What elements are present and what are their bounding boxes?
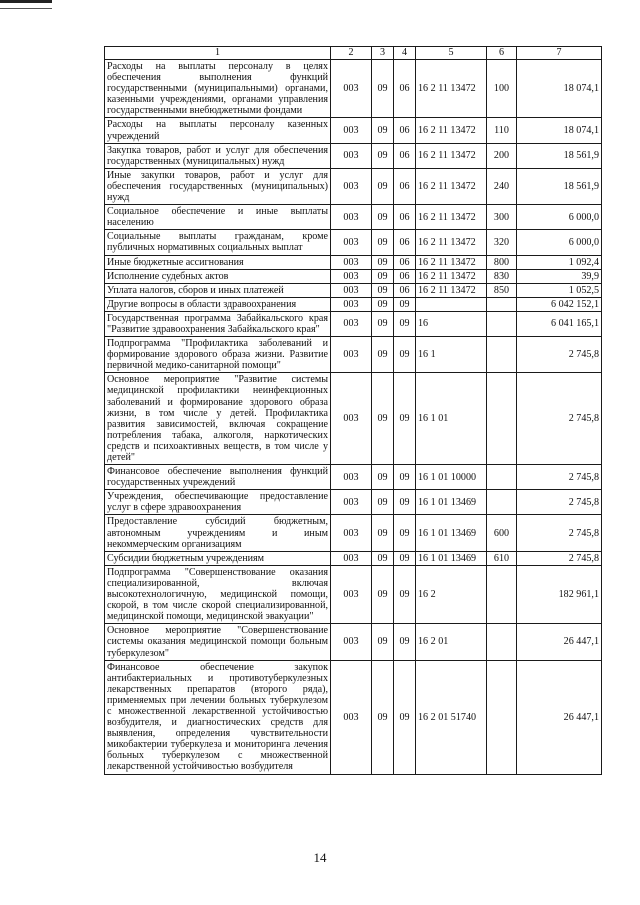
subsection-code-cell: 06 [394,143,416,168]
amount-cell: 18 074,1 [517,60,602,118]
section-code-cell: 09 [372,230,394,255]
target-article-cell [416,297,487,311]
subsection-code-cell: 06 [394,60,416,118]
table-row [105,624,602,660]
section-code-cell: 09 [372,490,394,515]
subsection-code-cell: 06 [394,118,416,143]
target-article-cell: 16 1 01 13469 [416,515,487,551]
subsection-code-cell: 09 [394,311,416,336]
section-code-cell: 09 [372,60,394,118]
expense-name-cell: Подпрограмма "Профилактика заболеваний и формирование здорового образа жизни. Развитие первичной медико-санитарной помощи" [105,337,331,373]
expense-name-cell: Основное мероприятие "Развитие системы медицинской профилактики неинфекционных заболеваний и формирование здорового образа жизни, в том числе у детей. Профилактика развития зависимостей, включая сокращение потребления табака, алкоголя, наркотических средств и психоактивных веществ, в том числе у детей" [105,373,331,465]
subsection-code-cell: 09 [394,465,416,490]
ministry-code-cell: 003 [331,373,372,465]
expense-type-cell [487,465,517,490]
section-code-cell: 09 [372,311,394,336]
ministry-code-cell: 003 [331,118,372,143]
subsection-code-cell: 06 [394,205,416,230]
target-article-cell: 16 2 11 13472 [416,255,487,269]
ministry-code-cell: 003 [331,283,372,297]
column-header: 3 [372,47,394,60]
amount-cell: 26 447,1 [517,624,602,660]
page-number: 14 [313,850,327,865]
expense-name-cell: Иные закупки товаров, работ и услуг для обеспечения государственных (муниципальных) нужд [105,168,331,204]
table-body [105,60,602,775]
expense-type-cell: 320 [487,230,517,255]
expense-type-cell: 800 [487,255,517,269]
amount-cell: 6 000,0 [517,230,602,255]
table-row [105,660,602,774]
ministry-code-cell: 003 [331,624,372,660]
target-article-cell: 16 1 01 [416,373,487,465]
table-row [105,205,602,230]
table-row [105,311,602,336]
expense-type-cell: 240 [487,168,517,204]
table-row [105,337,602,373]
table-row [105,230,602,255]
section-code-cell: 09 [372,337,394,373]
expense-type-cell: 600 [487,515,517,551]
table-row [105,168,602,204]
ministry-code-cell: 003 [331,60,372,118]
expense-name-cell: Предоставление субсидий бюджетным, автономным учреждениям и иным некоммерческим организациям [105,515,331,551]
expense-type-cell: 830 [487,269,517,283]
column-header: 2 [331,47,372,60]
expense-type-cell [487,565,517,623]
column-header: 1 [105,47,331,60]
target-article-cell: 16 1 01 13469 [416,490,487,515]
expense-type-cell: 200 [487,143,517,168]
expense-type-cell [487,490,517,515]
table-row [105,565,602,623]
section-code-cell: 09 [372,255,394,269]
expense-name-cell: Учреждения, обеспечивающие предоставление услуг в сфере здравоохранения [105,490,331,515]
subsection-code-cell: 09 [394,551,416,565]
column-header: 7 [517,47,602,60]
expense-type-cell [487,373,517,465]
expense-name-cell: Государственная программа Забайкальского края "Развитие здравоохранения Забайкальского края" [105,311,331,336]
expense-name-cell: Основное мероприятие "Совершенствование системы оказания медицинской помощи больным туберкулезом" [105,624,331,660]
section-code-cell: 09 [372,515,394,551]
amount-cell: 2 745,8 [517,490,602,515]
subsection-code-cell: 09 [394,565,416,623]
amount-cell: 18 074,1 [517,118,602,143]
amount-cell: 2 745,8 [517,515,602,551]
target-article-cell: 16 2 01 51740 [416,660,487,774]
target-article-cell: 16 2 11 13472 [416,168,487,204]
target-article-cell: 16 1 01 13469 [416,551,487,565]
amount-cell: 2 745,8 [517,465,602,490]
table-header-row [105,47,602,60]
amount-cell: 6 041 165,1 [517,311,602,336]
column-header: 5 [416,47,487,60]
target-article-cell: 16 2 11 13472 [416,230,487,255]
expense-name-cell: Исполнение судебных актов [105,269,331,283]
subsection-code-cell: 09 [394,337,416,373]
target-article-cell: 16 2 [416,565,487,623]
expense-name-cell: Субсидии бюджетным учреждениям [105,551,331,565]
section-code-cell: 09 [372,551,394,565]
table-row [105,255,602,269]
expense-type-cell [487,297,517,311]
subsection-code-cell: 06 [394,255,416,269]
section-code-cell: 09 [372,624,394,660]
subsection-code-cell: 09 [394,624,416,660]
section-code-cell: 09 [372,660,394,774]
subsection-code-cell: 09 [394,373,416,465]
table-row [105,297,602,311]
expense-name-cell: Социальные выплаты гражданам, кроме публичных нормативных социальных выплат [105,230,331,255]
expense-type-cell: 850 [487,283,517,297]
section-code-cell: 09 [372,269,394,283]
expense-type-cell [487,311,517,336]
expense-name-cell: Уплата налогов, сборов и иных платежей [105,283,331,297]
target-article-cell: 16 1 [416,337,487,373]
target-article-cell: 16 2 11 13472 [416,269,487,283]
amount-cell: 18 561,9 [517,143,602,168]
ministry-code-cell: 003 [331,255,372,269]
ministry-code-cell: 003 [331,565,372,623]
amount-cell: 182 961,1 [517,565,602,623]
table-row [105,118,602,143]
expense-name-cell: Финансовое обеспечение закупок антибактериальных и противотуберкулезных лекарственных препаратов (второго ряда), применяемых при лечении больных туберкулезом с множественной лекарственной устойчивостью возбудителя, и диагностических средств для выявления, определения чувствительности микобактерии туберкулеза и мониторинга лечения больных туберкулезом с множественной лекарственной устойчивостью возбудителя [105,660,331,774]
budget-table [104,46,602,775]
table-row [105,373,602,465]
amount-cell: 2 745,8 [517,373,602,465]
target-article-cell: 16 2 01 [416,624,487,660]
ministry-code-cell: 003 [331,205,372,230]
expense-name-cell: Социальное обеспечение и иные выплаты населению [105,205,331,230]
page-top-bar [0,0,52,3]
section-code-cell: 09 [372,465,394,490]
amount-cell: 2 745,8 [517,551,602,565]
ministry-code-cell: 003 [331,660,372,774]
target-article-cell: 16 2 11 13472 [416,60,487,118]
amount-cell: 39,9 [517,269,602,283]
section-code-cell: 09 [372,118,394,143]
expense-type-cell [487,660,517,774]
ministry-code-cell: 003 [331,230,372,255]
subsection-code-cell: 09 [394,515,416,551]
table-row [105,269,602,283]
target-article-cell: 16 2 11 13472 [416,205,487,230]
section-code-cell: 09 [372,373,394,465]
table-row [105,143,602,168]
ministry-code-cell: 003 [331,551,372,565]
expense-type-cell: 610 [487,551,517,565]
ministry-code-cell: 003 [331,143,372,168]
amount-cell: 18 561,9 [517,168,602,204]
expense-name-cell: Расходы на выплаты персоналу казенных учреждений [105,118,331,143]
table-row [105,283,602,297]
subsection-code-cell: 09 [394,660,416,774]
table-row [105,551,602,565]
subsection-code-cell: 09 [394,297,416,311]
ministry-code-cell: 003 [331,168,372,204]
expense-name-cell: Расходы на выплаты персоналу в целях обеспечения выполнения функций государственными (муниципальными) органами, казенными учреждениями, органами управления государственными внебюджетными фондами [105,60,331,118]
expense-type-cell [487,624,517,660]
subsection-code-cell: 06 [394,283,416,297]
subsection-code-cell: 06 [394,230,416,255]
subsection-code-cell: 06 [394,168,416,204]
ministry-code-cell: 003 [331,465,372,490]
target-article-cell: 16 2 11 13472 [416,118,487,143]
ministry-code-cell: 003 [331,269,372,283]
ministry-code-cell: 003 [331,490,372,515]
expense-type-cell: 300 [487,205,517,230]
amount-cell: 1 092,4 [517,255,602,269]
ministry-code-cell: 003 [331,311,372,336]
section-code-cell: 09 [372,565,394,623]
section-code-cell: 09 [372,205,394,230]
section-code-cell: 09 [372,143,394,168]
table-row [105,515,602,551]
table-row [105,465,602,490]
expense-name-cell: Другие вопросы в области здравоохранения [105,297,331,311]
section-code-cell: 09 [372,168,394,204]
expense-type-cell [487,337,517,373]
target-article-cell: 16 [416,311,487,336]
column-header: 4 [394,47,416,60]
amount-cell: 6 000,0 [517,205,602,230]
section-code-cell: 09 [372,283,394,297]
subsection-code-cell: 09 [394,490,416,515]
table-row [105,60,602,118]
expense-type-cell: 100 [487,60,517,118]
expense-type-cell: 110 [487,118,517,143]
section-code-cell: 09 [372,297,394,311]
column-header: 6 [487,47,517,60]
expense-name-cell: Подпрограмма "Совершенствование оказания специализированной, включая высокотехнологичную, медицинской помощи, скорой, в том числе скорой специализированной, медицинской помощи, медицинской эвакуации" [105,565,331,623]
amount-cell: 26 447,1 [517,660,602,774]
amount-cell: 6 042 152,1 [517,297,602,311]
amount-cell: 1 052,5 [517,283,602,297]
expense-name-cell: Закупка товаров, работ и услуг для обеспечения государственных (муниципальных) нужд [105,143,331,168]
table-row [105,490,602,515]
target-article-cell: 16 2 11 13472 [416,143,487,168]
ministry-code-cell: 003 [331,515,372,551]
target-article-cell: 16 2 11 13472 [416,283,487,297]
subsection-code-cell: 06 [394,269,416,283]
amount-cell: 2 745,8 [517,337,602,373]
ministry-code-cell: 003 [331,337,372,373]
target-article-cell: 16 1 01 10000 [416,465,487,490]
expense-name-cell: Иные бюджетные ассигнования [105,255,331,269]
ministry-code-cell: 003 [331,297,372,311]
expense-name-cell: Финансовое обеспечение выполнения функций государственных учреждений [105,465,331,490]
